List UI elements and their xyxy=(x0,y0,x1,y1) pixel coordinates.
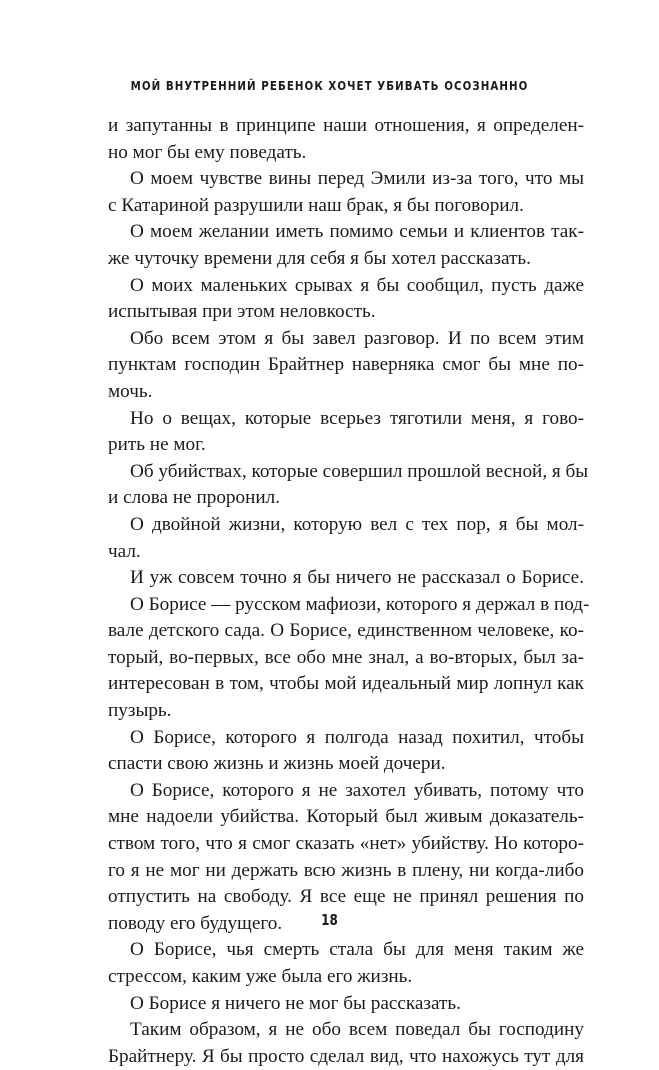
text-line: мочь. xyxy=(108,380,153,402)
text-line: пунктам господин Брайтнер наверняка смог бы мне по- xyxy=(108,354,584,376)
text-line: и запутанны в принципе наши отношения, я определен- xyxy=(108,115,584,136)
text-line: Таким образом, я не обо всем поведал бы господину xyxy=(130,1019,584,1041)
text-line: с Катариной разрушили наш брак, я бы поговорил. xyxy=(108,194,524,216)
text-line: О Борисе я ничего не мог бы рассказать. xyxy=(130,992,461,1014)
text-line: го я не мог ни держать всю жизнь в плену, ни когда-либо xyxy=(108,859,584,881)
text-line: но мог бы ему поведать. xyxy=(108,141,307,163)
text-line: Но о вещах, которые всерьез тяготили меня, я гово- xyxy=(130,407,584,429)
text-line: О Борисе, чья смерть стала бы для меня таким же xyxy=(130,939,584,961)
text-line: и слова не проронил. xyxy=(108,487,281,509)
page-number: 18 xyxy=(321,911,338,929)
text-line: И уж совсем точно я бы ничего не рассказал о Борисе. xyxy=(130,567,584,589)
text-line: чал. xyxy=(108,540,141,562)
running-header: МОЙ ВНУТРЕННИЙ РЕБЕНОК ХОЧЕТ УБИВАТЬ ОСОЗНАННО xyxy=(130,78,529,93)
text-line: О двойной жизни, которую вел с тех пор, я бы мол- xyxy=(130,513,584,535)
text-line: О Борисе, которого я не захотел убивать, потому что xyxy=(130,779,584,801)
text-line: торый, во-первых, все обо мне знал, а во-вторых, был за- xyxy=(108,646,584,668)
text-line: мне надоели убийства. Который был живым доказатель- xyxy=(108,806,584,828)
text-line: поводу его будущего. xyxy=(108,912,283,934)
text-line: Брайтнеру. Я бы просто сделал вид, что нахожусь тут для xyxy=(108,1045,584,1067)
text-line: О моем желании иметь помимо семьи и клиентов так- xyxy=(130,221,584,243)
text-line: О Борисе, которого я полгода назад похитил, чтобы xyxy=(130,726,584,748)
text-line: О моих маленьких срывах я бы сообщил, пусть даже xyxy=(130,274,584,296)
text-line: испытывая при этом неловкость. xyxy=(108,301,376,323)
text-line: Об убийствах, которые совершил прошлой весной, я бы xyxy=(130,460,589,482)
text-line: вале детского сада. О Борисе, единственном человеке, ко- xyxy=(108,620,584,642)
text-line: отпустить на свободу. Я все еще не принял решения по xyxy=(108,886,584,908)
text-line: О Борисе — русском мафиози, которого я держал в под- xyxy=(130,593,590,615)
text-line: спасти свою жизнь и жизнь моей дочери. xyxy=(108,753,446,775)
text-line: же чуточку времени для себя я бы хотел рассказать. xyxy=(108,247,531,269)
text-line: Обо всем этом я бы завел разговор. И по всем этим xyxy=(130,327,584,349)
text-line: стрессом, каким уже была его жизнь. xyxy=(108,966,413,987)
text-line: ством того, что я смог сказать «нет» убийству. Но которо- xyxy=(108,833,584,855)
text-line: рить не мог. xyxy=(108,434,206,456)
text-line: О моем чувстве вины перед Эмили из-за того, что мы xyxy=(130,168,584,190)
text-line: интересован в том, чтобы мой идеальный мир лопнул как xyxy=(108,673,584,695)
text-line: пузырь. xyxy=(108,700,172,722)
